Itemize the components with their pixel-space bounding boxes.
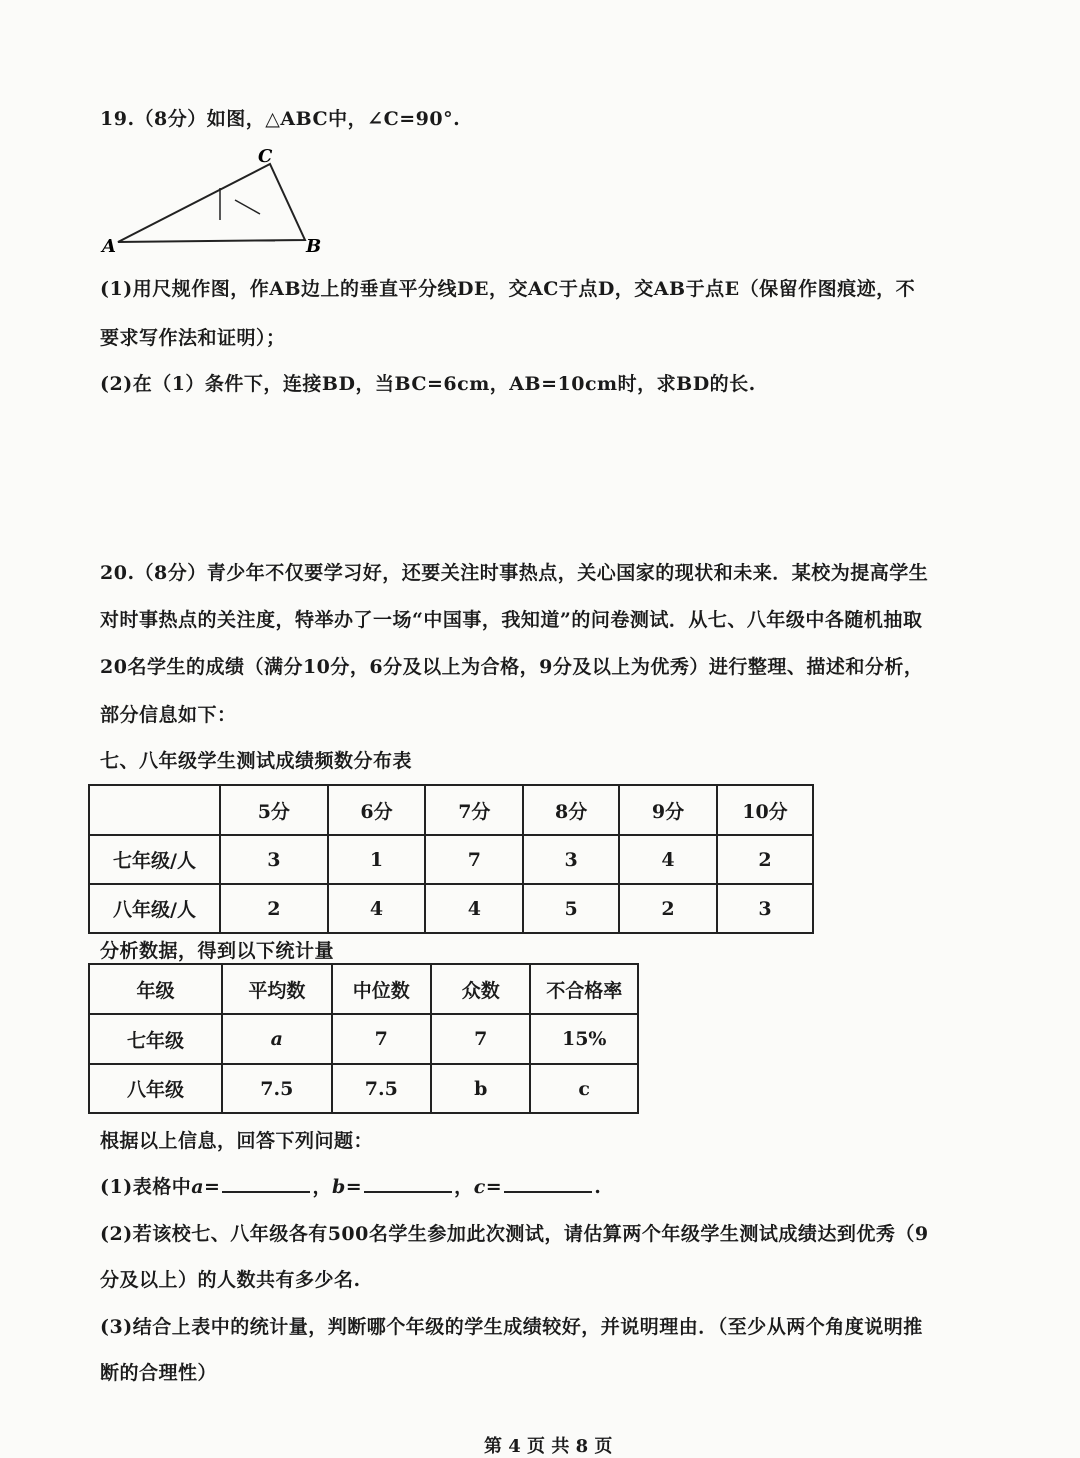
table-cell: 7.5 [222, 1064, 331, 1113]
table-cell: a [222, 1014, 331, 1064]
vertex-label-b: B [306, 236, 322, 257]
table1-title: 七、八年级学生测试成绩频数分布表 [100, 750, 413, 772]
q20-part2-line1: (2)若该校七、八年级各有500名学生参加此次测试，请估算两个年级学生测试成绩达到优秀（9 [100, 1223, 929, 1245]
label-b: b= [331, 1176, 363, 1198]
table-cell: b [431, 1064, 530, 1113]
blank-b [364, 1173, 452, 1193]
q20-intro-line4: 部分信息如下： [100, 704, 237, 726]
q20-intro-line2: 对时事热点的关注度，特举办了一场“中国事，我知道”的问卷测试．从七、八年级中各随机抽取 [100, 609, 923, 631]
table-cell: c [530, 1064, 638, 1113]
q20-part3-line1: (3)结合上表中的统计量，判断哪个年级的学生成绩较好，并说明理由．（至少从两个角度说明推 [100, 1316, 923, 1338]
separator: ， [312, 1176, 332, 1198]
table-cell: 4 [619, 835, 717, 884]
table-header-cell: 8分 [523, 785, 619, 835]
table-cell: 15% [530, 1014, 638, 1064]
table-header-cell: 7分 [425, 785, 523, 835]
blank-a [222, 1173, 310, 1193]
table-cell: 7 [431, 1014, 530, 1064]
table-cell: 八年级 [89, 1064, 222, 1113]
construction-mark [235, 200, 260, 214]
blank-c [504, 1173, 592, 1193]
table-cell: 3 [523, 835, 619, 884]
table-row [89, 964, 638, 1014]
table-row [89, 785, 813, 835]
table-cell: 4 [328, 884, 426, 933]
table-row [89, 835, 813, 884]
table-cell: 7.5 [332, 1064, 432, 1113]
triangle-figure [100, 142, 340, 262]
table-header-cell: 10分 [717, 785, 813, 835]
vertex-label-a: A [102, 236, 116, 257]
table-header-cell: 不合格率 [530, 964, 638, 1014]
table-row [89, 1064, 638, 1113]
period: . [594, 1176, 602, 1198]
q20-part2-line2: 分及以上）的人数共有多少名. [100, 1269, 361, 1291]
part1-prefix: (1)表格中 [100, 1176, 192, 1198]
table-cell: 2 [220, 884, 328, 933]
vertex-label-c: C [258, 146, 273, 167]
q20-part1 [100, 1172, 601, 1199]
answer-intro: 根据以上信息，回答下列问题： [100, 1130, 374, 1152]
table-cell: 2 [717, 835, 813, 884]
q19-part1-line2: 要求写作法和证明）； [100, 327, 286, 349]
table-cell: 3 [220, 835, 328, 884]
table-cell: 4 [425, 884, 523, 933]
page-footer: 第 4 页 共 8 页 [484, 1436, 613, 1457]
table-cell: 5 [523, 884, 619, 933]
table-cell: 3 [717, 884, 813, 933]
label-a: a= [191, 1176, 221, 1198]
table-cell: 2 [619, 884, 717, 933]
q20-intro-line3: 20名学生的成绩（满分10分，6分及以上为合格，9分及以上为优秀）进行整理、描述和分析， [100, 656, 924, 678]
table-row [89, 1014, 638, 1064]
table-header-cell: 5分 [220, 785, 328, 835]
table-header-cell: 平均数 [222, 964, 331, 1014]
table-cell: 七年级 [89, 1014, 222, 1064]
q19-part2: (2)在（1）条件下，连接BD，当BC=6cm，AB=10cm时，求BD的长. [100, 373, 756, 395]
q19-part1-line1: (1)用尺规作图，作AB边上的垂直平分线DE，交AC于点D，交AB于点E（保留作图痕迹，不 [100, 278, 916, 300]
statistics-table [88, 963, 639, 1114]
table-cell: 七年级/人 [89, 835, 220, 884]
q19-header: 19.（8分）如图，△ABC中，∠C=90°. [100, 108, 461, 130]
separator: ， [454, 1176, 474, 1198]
table-row [89, 884, 813, 933]
q20-part3-line2: 断的合理性） [100, 1362, 218, 1384]
table-header-cell: 6分 [328, 785, 426, 835]
table2-title: 分析数据，得到以下统计量 [100, 940, 335, 962]
table-cell: 1 [328, 835, 426, 884]
table-header-cell: 众数 [431, 964, 530, 1014]
table-header-cell: 9分 [619, 785, 717, 835]
table-cell: 八年级/人 [89, 884, 220, 933]
table-header-cell: 中位数 [332, 964, 432, 1014]
label-c: c= [473, 1176, 503, 1198]
q20-intro-line1: 20.（8分）青少年不仅要学习好，还要关注时事热点，关心国家的现状和未来．某校为提高学生 [100, 562, 929, 584]
table-header-cell [89, 785, 220, 835]
table-header-cell: 年级 [89, 964, 222, 1014]
table-cell: 7 [425, 835, 523, 884]
frequency-table [88, 784, 814, 934]
table-cell: 7 [332, 1014, 432, 1064]
